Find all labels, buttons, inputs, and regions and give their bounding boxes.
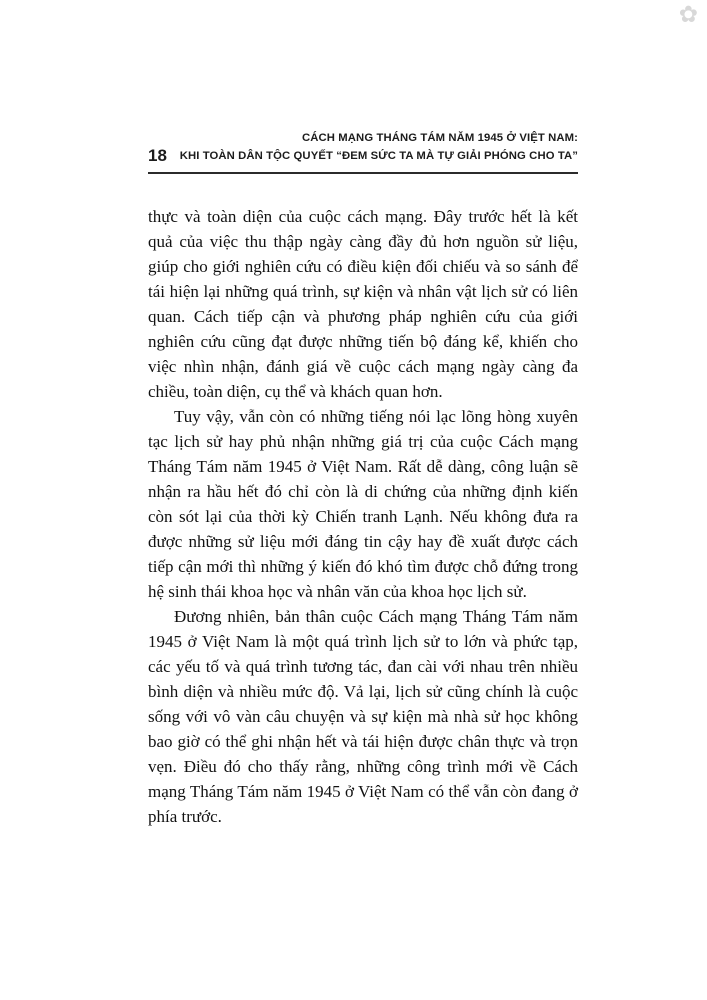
paragraph: Tuy vậy, vẫn còn có những tiếng nói lạc lõng hòng xuyên tạc lịch sử hay phủ nhận những giá trị của cuộc Cách mạng Tháng Tám năm 1945 ở Việt Nam. Rất dễ dàng, công luận sẽ nhận ra hầu hết đó chỉ còn là di chứng của những định kiến còn sót lại của thời kỳ Chiến tranh Lạnh. Nếu không đưa ra được những sử liệu mới đáng tin cậy hay đề xuất được cách tiếp cận mới thì những ý kiến đó khó tìm được chỗ đứng trong hệ sinh thái khoa học và nhân văn của khoa học lịch sử.: [148, 407, 578, 601]
body-text: [148, 204, 578, 829]
paragraph: thực và toàn diện của cuộc cách mạng. Đây trước hết là kết quả của việc thu thập ngày càng đầy đủ hơn nguồn sử liệu, giúp cho giới nghiên cứu có điều kiện đối chiếu và so sánh để tái hiện lại những quá trình, sự kiện và nhân vật lịch sử có liên quan. Cách tiếp cận và phương pháp nghiên cứu của giới nghiên cứu cũng đạt được những tiến bộ đáng kể, khiến cho việc nhìn nhận, đánh giá về cuộc cách mạng ngày càng đa chiều, toàn diện, cụ thể và khách quan hơn.: [148, 207, 578, 401]
page-content: [148, 129, 578, 829]
running-title-line2: KHI TOÀN DÂN TỘC QUYẾT “ĐEM SỨC TA MÀ TỰ GIẢI PHÓNG CHO TA”: [179, 150, 578, 162]
page-number: 18: [148, 146, 167, 165]
flower-ornament-icon: ✿: [678, 2, 698, 27]
running-title-line1: CÁCH MẠNG THÁNG TÁM NĂM 1945 Ở VIỆT NAM:: [302, 132, 578, 144]
running-header: [148, 129, 578, 174]
paragraph: Đương nhiên, bản thân cuộc Cách mạng Tháng Tám năm 1945 ở Việt Nam là một quá trình lịch sử to lớn và phức tạp, các yếu tố và quá trình tương tác, đan cài với nhau trên nhiều bình diện và nhiều mức độ. Vả lại, lịch sử cũng chính là cuộc sống với vô vàn câu chuyện và sự kiện mà nhà sử học không bao giờ có thể ghi nhận hết và tái hiện được chân thực và trọn vẹn. Điều đó cho thấy rằng, những công trình mới về Cách mạng Tháng Tám năm 1945 ở Việt Nam có thể vẫn còn đang ở phía trước.: [148, 607, 578, 826]
running-title: [167, 129, 578, 165]
